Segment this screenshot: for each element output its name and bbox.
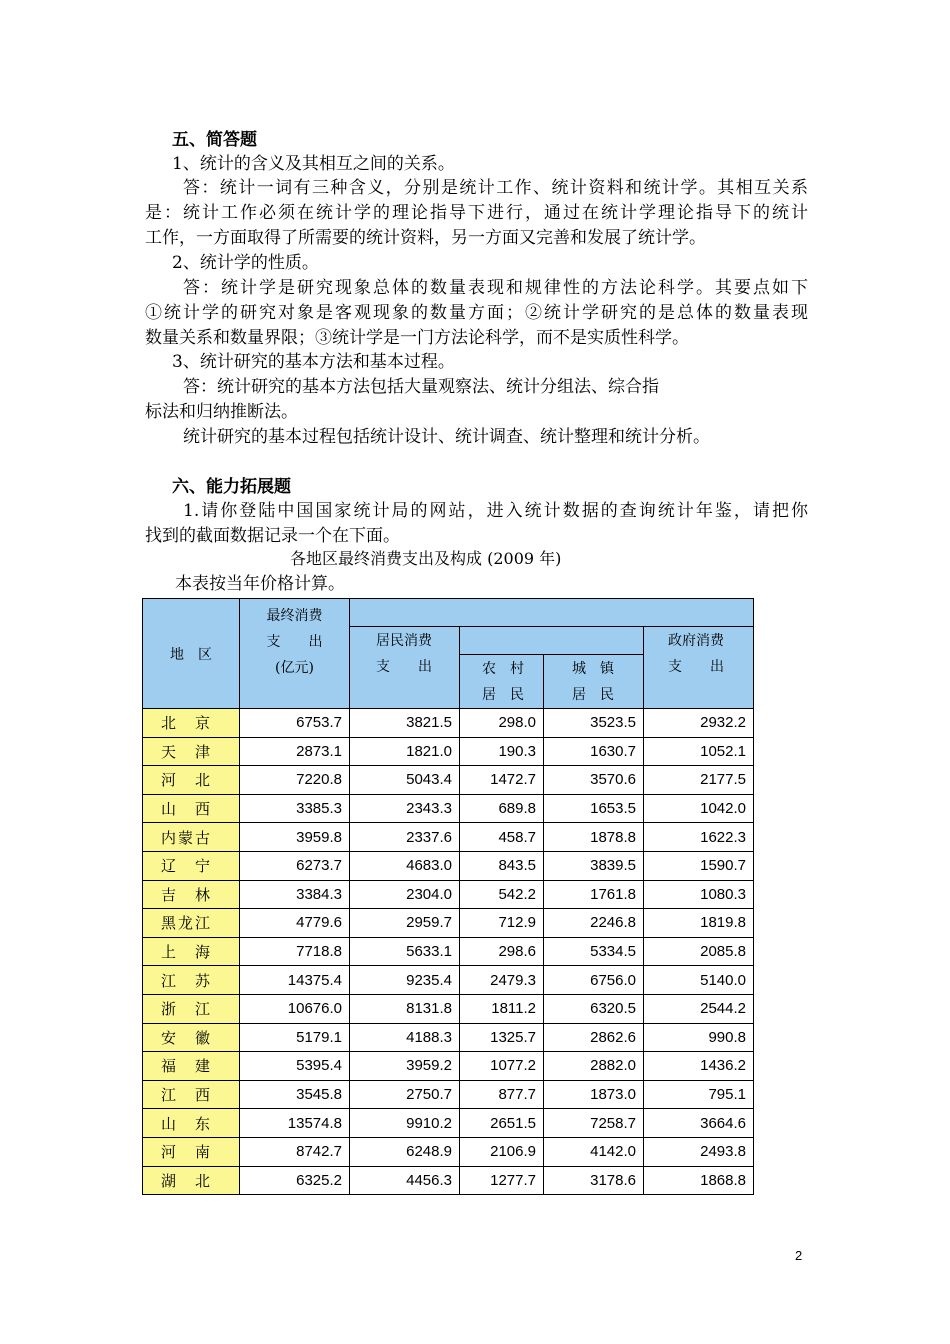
cell-region: 吉 林 (143, 880, 240, 909)
cell-urban: 2882.0 (544, 1052, 644, 1081)
cell-resident: 2750.7 (350, 1080, 460, 1109)
answer-1-line-2: 是：统计工作必须在统计学的理论指导下进行，通过在统计学理论指导下的统计 (145, 203, 808, 223)
cell-urban: 5334.5 (544, 937, 644, 966)
cell-rural: 1472.7 (460, 766, 544, 795)
cell-total: 3385.3 (240, 794, 350, 823)
cell-urban: 3178.6 (544, 1166, 644, 1195)
cell-resident: 2959.7 (350, 909, 460, 938)
cell-urban: 6320.5 (544, 994, 644, 1023)
cell-rural: 1077.2 (460, 1052, 544, 1081)
table-row (143, 937, 754, 966)
cell-total: 5179.1 (240, 1023, 350, 1052)
header-total: 最终消费 支 出 (亿元) (240, 599, 350, 709)
consumption-table (142, 598, 754, 1195)
cell-total: 3959.8 (240, 823, 350, 852)
cell-rural: 1325.7 (460, 1023, 544, 1052)
header-rural: 农 村 居 民 (460, 655, 544, 709)
cell-gov: 1042.0 (644, 794, 754, 823)
cell-rural: 298.0 (460, 709, 544, 738)
cell-total: 13574.8 (240, 1109, 350, 1138)
cell-region: 湖 北 (143, 1166, 240, 1195)
cell-region: 浙 江 (143, 994, 240, 1023)
task-line-1: 1.请你登陆中国国家统计局的网站，进入统计数据的查询统计年鉴，请把你 (183, 501, 808, 521)
cell-rural: 689.8 (460, 794, 544, 823)
cell-total: 6273.7 (240, 851, 350, 880)
cell-urban: 3523.5 (544, 709, 644, 738)
task-line-2: 找到的截面数据记录一个在下面。 (145, 526, 400, 546)
cell-gov: 1436.2 (644, 1052, 754, 1081)
header-resident-split (460, 627, 644, 655)
cell-resident: 1821.0 (350, 737, 460, 766)
table-row (143, 1023, 754, 1052)
cell-urban: 1653.5 (544, 794, 644, 823)
cell-gov: 1868.8 (644, 1166, 754, 1195)
cell-region: 福 建 (143, 1052, 240, 1081)
table-row (143, 851, 754, 880)
cell-urban: 1630.7 (544, 737, 644, 766)
cell-rural: 2106.9 (460, 1137, 544, 1166)
cell-region: 黑龙江 (143, 909, 240, 938)
cell-gov: 795.1 (644, 1080, 754, 1109)
cell-resident: 4188.3 (350, 1023, 460, 1052)
cell-region: 河 北 (143, 766, 240, 795)
cell-gov: 1052.1 (644, 737, 754, 766)
cell-rural: 458.7 (460, 823, 544, 852)
cell-rural: 2479.3 (460, 966, 544, 995)
cell-resident: 3959.2 (350, 1052, 460, 1081)
table-row (143, 966, 754, 995)
answer-2-line-2: ①统计学的研究对象是客观现象的数量方面；②统计学研究的是总体的数量表现 (145, 303, 808, 323)
cell-total: 6325.2 (240, 1166, 350, 1195)
header-resident: 居民消费 支 出 (350, 627, 460, 709)
table-row (143, 1166, 754, 1195)
cell-rural: 712.9 (460, 909, 544, 938)
cell-gov: 3664.6 (644, 1109, 754, 1138)
cell-urban: 1761.8 (544, 880, 644, 909)
answer-1-line-3: 工作，一方面取得了所需要的统计资料，另一方面又完善和发展了统计学。 (145, 228, 706, 248)
table-row (143, 709, 754, 738)
table-row (143, 909, 754, 938)
cell-total: 4779.6 (240, 909, 350, 938)
cell-total: 8742.7 (240, 1137, 350, 1166)
cell-rural: 843.5 (460, 851, 544, 880)
cell-gov: 2544.2 (644, 994, 754, 1023)
header-blank-span (350, 599, 754, 627)
cell-rural: 1811.2 (460, 994, 544, 1023)
cell-resident: 4683.0 (350, 851, 460, 880)
answer-3-line-2: 标法和归纳推断法。 (145, 402, 298, 422)
cell-region: 河 南 (143, 1137, 240, 1166)
cell-resident: 3821.5 (350, 709, 460, 738)
table-row (143, 737, 754, 766)
cell-urban: 2862.6 (544, 1023, 644, 1052)
cell-resident: 9235.4 (350, 966, 460, 995)
cell-rural: 1277.7 (460, 1166, 544, 1195)
cell-gov: 1080.3 (644, 880, 754, 909)
question-3: 3、统计研究的基本方法和基本过程。 (172, 352, 455, 372)
cell-region: 北 京 (143, 709, 240, 738)
answer-3-line-1: 答：统计研究的基本方法包括大量观察法、统计分组法、综合指 (183, 377, 659, 397)
answer-3-line-3: 统计研究的基本过程包括统计设计、统计调查、统计整理和统计分析。 (183, 427, 710, 447)
cell-total: 14375.4 (240, 966, 350, 995)
cell-urban: 1878.8 (544, 823, 644, 852)
cell-resident: 2343.3 (350, 794, 460, 823)
header-urban: 城 镇 居 民 (544, 655, 644, 709)
table-row (143, 1109, 754, 1138)
cell-urban: 7258.7 (544, 1109, 644, 1138)
cell-gov: 2085.8 (644, 937, 754, 966)
cell-rural: 190.3 (460, 737, 544, 766)
cell-resident: 4456.3 (350, 1166, 460, 1195)
cell-gov: 2493.8 (644, 1137, 754, 1166)
answer-1-line-1: 答：统计一词有三种含义，分别是统计工作、统计资料和统计学。其相互关系 (183, 178, 808, 198)
table-body (143, 709, 754, 1195)
cell-urban: 3570.6 (544, 766, 644, 795)
table-row (143, 1052, 754, 1081)
header-region: 地 区 (143, 599, 240, 709)
cell-resident: 8131.8 (350, 994, 460, 1023)
answer-2-line-3: 数量关系和数量界限；③统计学是一门方法论科学，而不是实质性科学。 (145, 328, 689, 348)
question-1: 1、统计的含义及其相互之间的关系。 (172, 154, 455, 174)
cell-rural: 877.7 (460, 1080, 544, 1109)
cell-total: 3545.8 (240, 1080, 350, 1109)
table-row (143, 823, 754, 852)
cell-resident: 6248.9 (350, 1137, 460, 1166)
cell-rural: 542.2 (460, 880, 544, 909)
cell-gov: 1819.8 (644, 909, 754, 938)
cell-urban: 6756.0 (544, 966, 644, 995)
cell-resident: 5043.4 (350, 766, 460, 795)
cell-total: 2873.1 (240, 737, 350, 766)
table-row (143, 1080, 754, 1109)
cell-urban: 2246.8 (544, 909, 644, 938)
cell-region: 江 西 (143, 1080, 240, 1109)
cell-region: 辽 宁 (143, 851, 240, 880)
cell-rural: 2651.5 (460, 1109, 544, 1138)
cell-region: 山 东 (143, 1109, 240, 1138)
cell-total: 7718.8 (240, 937, 350, 966)
cell-total: 10676.0 (240, 994, 350, 1023)
cell-region: 上 海 (143, 937, 240, 966)
cell-total: 5395.4 (240, 1052, 350, 1081)
cell-urban: 1873.0 (544, 1080, 644, 1109)
table-row (143, 794, 754, 823)
cell-rural: 298.6 (460, 937, 544, 966)
question-2: 2、统计学的性质。 (172, 253, 319, 273)
table-note: 本表按当年价格计算。 (175, 574, 345, 594)
cell-region: 江 苏 (143, 966, 240, 995)
cell-gov: 2177.5 (644, 766, 754, 795)
cell-resident: 2304.0 (350, 880, 460, 909)
section6-heading: 六、能力拓展题 (172, 477, 291, 497)
cell-region: 天 津 (143, 737, 240, 766)
cell-region: 山 西 (143, 794, 240, 823)
table-row (143, 766, 754, 795)
cell-gov: 5140.0 (644, 966, 754, 995)
cell-total: 7220.8 (240, 766, 350, 795)
cell-gov: 1622.3 (644, 823, 754, 852)
table-row (143, 1137, 754, 1166)
table-row (143, 994, 754, 1023)
cell-gov: 990.8 (644, 1023, 754, 1052)
page-number: 2 (795, 1248, 803, 1263)
cell-total: 3384.3 (240, 880, 350, 909)
section5-heading: 五、简答题 (172, 130, 257, 150)
cell-gov: 1590.7 (644, 851, 754, 880)
cell-urban: 3839.5 (544, 851, 644, 880)
cell-gov: 2932.2 (644, 709, 754, 738)
cell-urban: 4142.0 (544, 1137, 644, 1166)
cell-total: 6753.7 (240, 709, 350, 738)
cell-region: 内蒙古 (143, 823, 240, 852)
cell-region: 安 徽 (143, 1023, 240, 1052)
table-title: 各地区最终消费支出及构成 (2009 年) (290, 549, 562, 568)
answer-2-line-1: 答：统计学是研究现象总体的数量表现和规律性的方法论科学。其要点如下 (183, 278, 808, 298)
header-gov: 政府消费 支 出 (644, 627, 754, 709)
cell-resident: 2337.6 (350, 823, 460, 852)
cell-resident: 9910.2 (350, 1109, 460, 1138)
table-row (143, 880, 754, 909)
cell-resident: 5633.1 (350, 937, 460, 966)
